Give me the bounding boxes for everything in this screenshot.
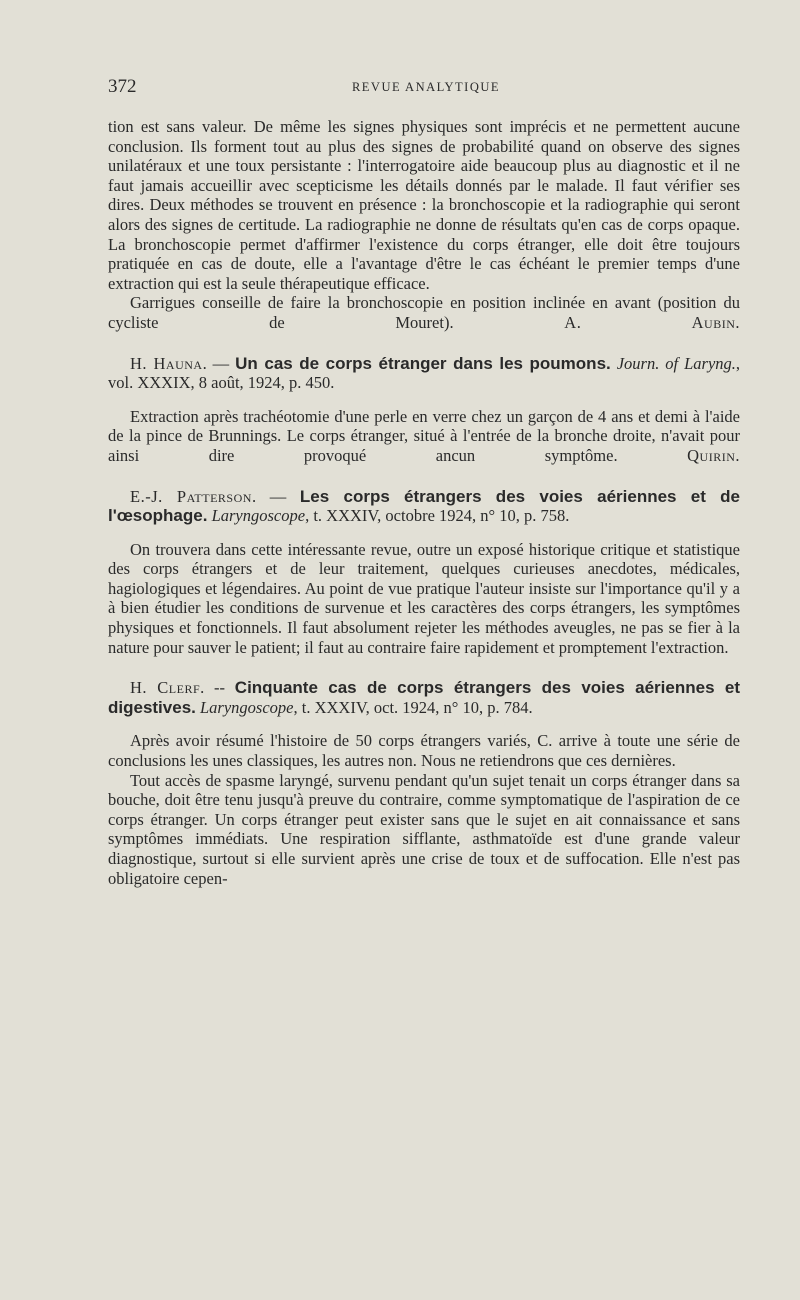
entry-paragraph-signed xyxy=(108,407,740,466)
entry-reference: , vol. XXXIX, 8 août, 1924, p. 450. xyxy=(108,353,741,393)
review-entry-clerf xyxy=(108,678,740,888)
continued-paragraph-signed xyxy=(108,293,740,332)
paragraph-text: Extraction après trachéotomie d'une perle en verre chez un garçon de 4 ans et demi à l'aide de la pince de Brunnings. Le corps étranger, situé à l'entrée de la bronche droite, n'avait pour ainsi dire provoqué ancun symptôme. xyxy=(108,406,740,465)
entry-body xyxy=(108,407,740,466)
entry-body xyxy=(108,731,740,888)
reviewer-signature: Quirin. xyxy=(687,445,740,465)
entry-heading xyxy=(108,678,740,717)
entry-journal: Laryngoscope xyxy=(200,697,294,717)
entry-reference: , t. XXXIV, octobre 1924, n° 10, p. 758. xyxy=(305,506,570,526)
entry-heading xyxy=(108,354,740,393)
entry-paragraph: Après avoir résumé l'histoire de 50 corps étrangers variés, C. arrive à toute une série de conclusions les unes classiques, les autres non. Nous ne retiendrons que ces dernières. xyxy=(108,731,740,771)
running-head xyxy=(108,76,744,98)
entry-reference: , t. XXXIV, oct. 1924, n° 10, p. 784. xyxy=(293,697,533,717)
entry-body xyxy=(108,540,740,658)
reviewer-signature: A. Aubin. xyxy=(564,312,740,332)
continued-paragraph: tion est sans valeur. De même les signes physiques sont imprécis et ne permettent aucune conclusion. Ils forment tout au plus des signes de probabilité quand on observe des signes unilatéraux et une toux persistante : l'interrogatoire aide beaucoup plus au diagnostic et il ne faut jamais accueillir avec scepticisme les détails donnés par le malade. Il faut vérifier ses dires. Deux méthodes se trouvent en présence : la bronchoscopie et la radiographie qui seront alors des signes de certitude. La radiographie ne donne de résultats qu'en cas de corps opaque. La bronchoscopie permet d'affirmer l'existence du corps étranger, elle doit être toujours pratiquée en cas de doute, elle a l'avantage d'être le cas échéant le premier temps d'une extraction qui est la seule thérapeutique efficace. xyxy=(108,117,740,293)
entry-title: Cinquante cas de corps étrangers des voies aériennes et digestives. xyxy=(108,678,740,717)
entry-title: Les corps étrangers des voies aériennes et de l'œsophage. xyxy=(108,486,740,526)
entry-separator: . -- xyxy=(200,678,235,698)
entry-separator: . — xyxy=(251,486,300,506)
entry-author: H. Hauna xyxy=(130,353,203,373)
page-number: 372 xyxy=(108,76,137,97)
entry-paragraph: On trouvera dans cette intéressante revue, outre un exposé historique critique et statistique des corps étrangers et de leur traitement, quelques curieuses anecdotes, médicales, hagiologiques et légendaires. Au point de vue pratique l'auteur insiste sur l'importance qu'il y a à bien étudier les conditions de survenue et les caractères des corps étrangers, les symptômes physiques et fonctionnels. Il faut absolument rejeter les méthodes aveugles, ne pas se fier à la nature pour sauver le patient; il faut au contraire faire rapidement et promptement l'extraction. xyxy=(108,539,740,657)
entry-journal: Journ. of Laryng. xyxy=(616,353,736,373)
entry-journal: Laryngoscope xyxy=(211,506,306,526)
entry-separator: . — xyxy=(202,353,236,373)
entry-heading xyxy=(108,487,740,526)
paragraph-text: Garrigues conseille de faire la bronchoscopie en position inclinée en avant (position du cycliste de Mouret). xyxy=(108,293,740,332)
review-entry-hauna xyxy=(108,354,740,466)
running-title: REVUE ANALYTIQUE xyxy=(351,80,501,94)
entry-author: E.-J. Patterson xyxy=(130,486,252,506)
entry-author: H. Clerf xyxy=(130,678,201,698)
entry-title: Un cas de corps étranger dans les poumons. xyxy=(235,353,611,373)
review-entry-patterson xyxy=(108,487,740,658)
page-text xyxy=(108,117,740,888)
entry-paragraph: Tout accès de spasme laryngé, survenu pendant qu'un sujet tenait un corps étranger dans sa bouche, doit être tenu jusqu'à preuve du contraire, comme symptomatique de l'aspiration de ce corps étranger. Un corps étranger peut exister sans que le sujet en ait connaissance et sans symptômes immédiats. Une respiration sifflante, asthmatoïde est d'une grande valeur diagnostique, surtout si elle survient après une crise de toux et de suffocation. Elle n'est pas obligatoire cepen- xyxy=(108,770,740,888)
